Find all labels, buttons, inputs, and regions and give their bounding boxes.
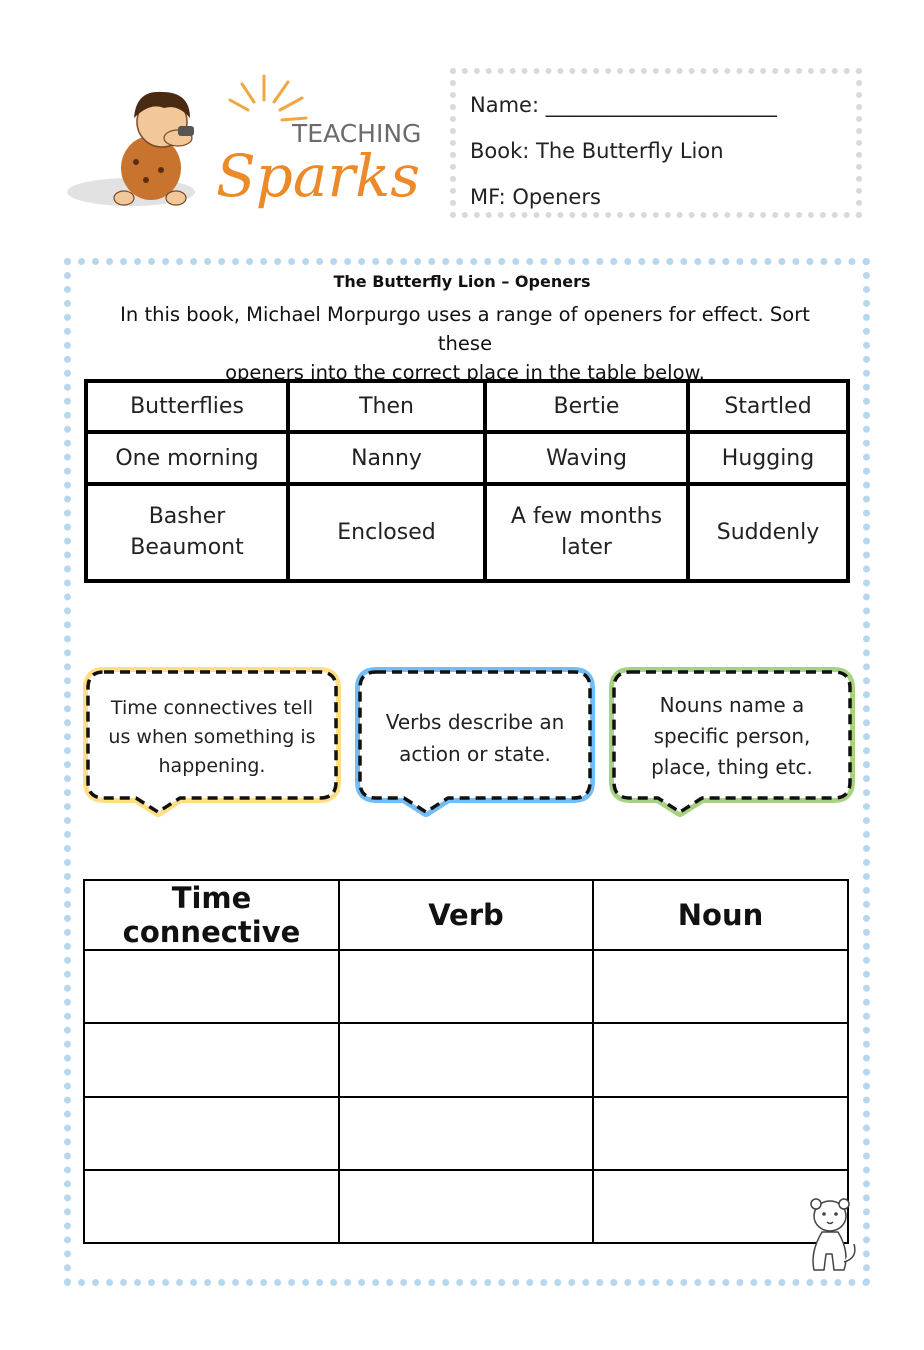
word-card[interactable]: Hugging: [688, 432, 848, 483]
logo-teaching-text: TEACHING: [292, 119, 422, 148]
answer-cell[interactable]: [84, 1097, 339, 1170]
word-bank-row: [86, 432, 848, 483]
teaching-sparks-logo: [66, 70, 436, 220]
bubble-text: Nouns name a specific person, place, thing etc.: [651, 693, 813, 779]
time-connective-hint-bubble: [80, 664, 344, 822]
logo-sparks-text: Sparks: [216, 142, 421, 210]
word-bank-table: [84, 379, 850, 583]
word-card[interactable]: Enclosed: [288, 484, 485, 581]
word-card[interactable]: Then: [288, 381, 485, 432]
worksheet-title: The Butterfly Lion – Openers: [333, 272, 591, 291]
verb-hint-bubble: [352, 664, 598, 822]
word-card[interactable]: Suddenly: [688, 484, 848, 581]
bubble-text: Verbs describe an action or state.: [385, 710, 565, 766]
word-card[interactable]: Basher Beaumont: [86, 484, 288, 581]
book-line: Book: The Butterfly Lion: [470, 139, 724, 163]
answer-cell[interactable]: [339, 1170, 593, 1243]
mf-line: MF: Openers: [470, 185, 601, 209]
lion-cub-drawing: [800, 1192, 860, 1274]
header-time-connective: Time connective: [84, 880, 339, 950]
word-card[interactable]: Startled: [688, 381, 848, 432]
word-bank-row: [86, 381, 848, 432]
answer-cell[interactable]: [339, 950, 593, 1023]
table-row: [84, 1023, 848, 1096]
table-row: [84, 1170, 848, 1243]
word-card[interactable]: Bertie: [485, 381, 688, 432]
table-row: [84, 950, 848, 1023]
answer-cell[interactable]: [84, 1023, 339, 1096]
student-info-box: [450, 68, 862, 218]
sorting-table: [83, 879, 849, 1244]
word-card[interactable]: One morning: [86, 432, 288, 483]
header-verb: Verb: [339, 880, 593, 950]
answer-cell[interactable]: [339, 1023, 593, 1096]
answer-cell[interactable]: [84, 1170, 339, 1243]
word-card[interactable]: Nanny: [288, 432, 485, 483]
word-card[interactable]: Butterflies: [86, 381, 288, 432]
table-row: [84, 1097, 848, 1170]
instructions-line-2: openers into the correct place in the table below.: [225, 361, 705, 384]
bubble-text: Time connectives tell us when something is happening.: [108, 697, 316, 777]
answer-cell[interactable]: [339, 1097, 593, 1170]
worksheet-instructions: [90, 300, 840, 387]
answer-cell[interactable]: [593, 1023, 848, 1096]
answer-cell[interactable]: [84, 950, 339, 1023]
word-card[interactable]: Waving: [485, 432, 688, 483]
instructions-line-1: In this book, Michael Morpurgo uses a range of openers for effect. Sort these: [120, 303, 810, 355]
lion-cub-icon: [800, 1192, 860, 1274]
noun-hint-bubble: [606, 664, 858, 822]
name-line[interactable]: Name: ______________________: [470, 93, 777, 117]
sorting-table-header: [84, 880, 848, 950]
answer-cell[interactable]: [593, 950, 848, 1023]
word-card[interactable]: A few months later: [485, 484, 688, 581]
answer-cell[interactable]: [593, 1097, 848, 1170]
header-noun: Noun: [593, 880, 848, 950]
word-bank-row: [86, 484, 848, 581]
logo-graphic: [66, 70, 436, 220]
